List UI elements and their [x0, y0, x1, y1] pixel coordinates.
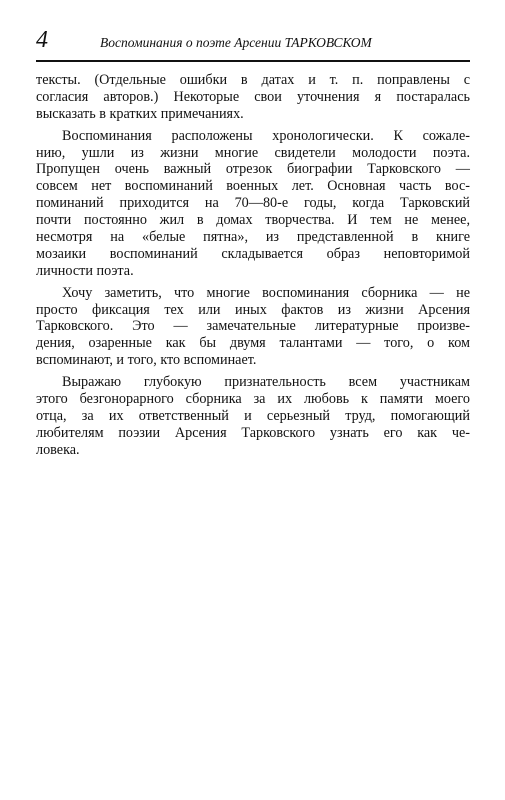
paragraph-4 [36, 374, 470, 458]
text-line: нию, ушли из жизни многие свидетели молодости поэта. [36, 144, 470, 161]
text-line: несмотря на «белые пятна», из представленной в книге [36, 229, 470, 246]
text-line: этого безгонорарного сборника за их любовь к памяти моего [36, 391, 470, 408]
running-title: Воспоминания о поэте Арсении ТАРКОВСКОМ [100, 35, 372, 50]
header-rule [36, 60, 470, 62]
text-line: вспоминают, и того, кто вспоминает. [36, 352, 257, 369]
page-header [36, 28, 470, 58]
text-line: личности поэта. [36, 262, 134, 279]
text-line: тексты. (Отдельные ошибки в датах и т. п. поправлены с [36, 72, 470, 88]
paragraph-3 [36, 285, 470, 369]
text-line: ловека. [36, 441, 80, 458]
body-text [36, 72, 470, 464]
text-line: просто фиксация тех или иных фактов из жизни Арсения [36, 301, 470, 318]
text-line: Выражаю глубокую признательность всем участникам [62, 374, 470, 391]
text-line: Хочу заметить, что многие воспоминания сборника — не [62, 284, 470, 301]
text-line: Воспоминания расположены хронологически. К сожале- [62, 127, 470, 144]
text-line: совсем нет воспоминаний военных лет. Основная часть вос- [36, 178, 470, 195]
text-line: любителям поэзии Арсения Тарковского узнать его как че- [36, 424, 470, 441]
paragraph-2 [36, 128, 470, 280]
text-line: высказать в кратких примечаниях. [36, 105, 244, 122]
text-line: отца, за их ответственный и серьезный труд, помогающий [36, 407, 470, 424]
text-line: Тарковского. Это — замечательные литературные произве- [36, 318, 470, 335]
paragraph-1 [36, 72, 470, 123]
text-line: поминаний приходится на 70—80-е годы, когда Тарковский [36, 195, 470, 212]
text-line: почти постоянно жил в домах творчества. И тем не менее, [36, 212, 470, 229]
text-line: Пропущен очень важный отрезок биографии Тарковского — [36, 161, 470, 178]
text-line: согласия авторов.) Некоторые свои уточнения я постаралась [36, 88, 470, 105]
text-line: мозаики воспоминаний складывается образ неповторимой [36, 245, 470, 262]
page-number: 4 [36, 27, 48, 53]
text-line: дения, озаренные как бы двумя талантами — того, о ком [36, 335, 470, 352]
